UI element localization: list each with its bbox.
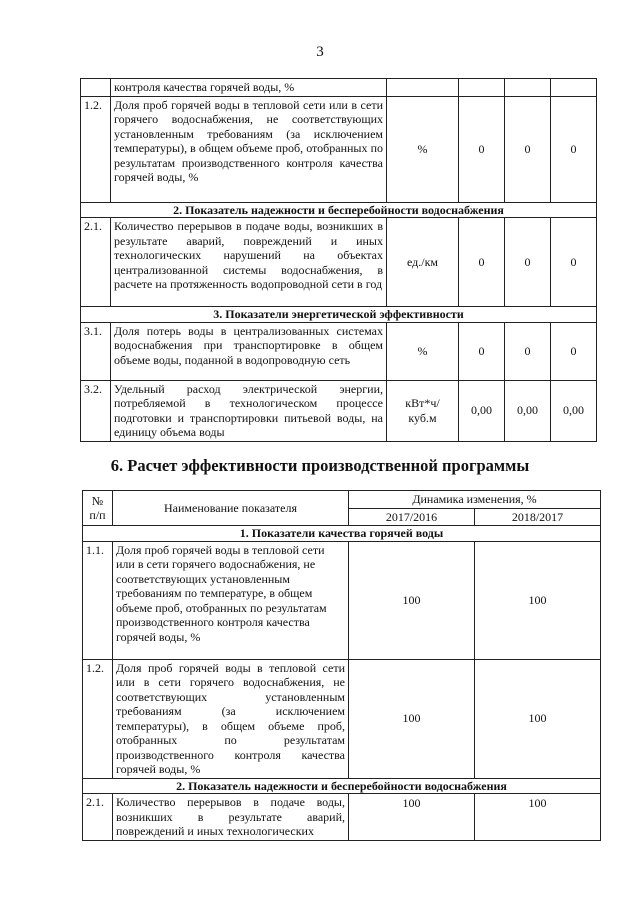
table-row — [83, 541, 601, 659]
number-column-header: № п/п — [83, 491, 113, 526]
unit-cell: % — [387, 96, 459, 202]
year-column-header: 2018/2017 — [475, 508, 601, 526]
value-cell: 0 — [505, 96, 551, 202]
row-number: 1.2. — [83, 659, 113, 778]
unit-cell: кВт*ч/ куб.м — [387, 380, 459, 441]
value-cell: 0 — [505, 218, 551, 307]
value-cell: 100 — [475, 794, 601, 841]
value-cell: 0 — [551, 96, 597, 202]
section-title: 2. Показатель надежности и бесперебойности водоснабжения — [83, 778, 601, 794]
row-number: 3.1. — [81, 322, 111, 380]
value-cell — [459, 79, 505, 97]
name-column-header: Наименование показателя — [113, 491, 349, 526]
section-title: 1. Показатели качества горячей воды — [83, 526, 601, 542]
value-cell: 0 — [459, 322, 505, 380]
indicator-name: Доля проб горячей воды в тепловой сети или в сети горячего водоснабжения, не соответствующих установленным требованиям по температуре, в общем объеме проб, отобранных по результатам производственного контроля качества горячей воды, % — [113, 541, 349, 659]
unit-cell — [387, 79, 459, 97]
table-row — [81, 380, 597, 441]
value-cell: 100 — [475, 659, 601, 778]
section-heading: 6. Расчет эффективности производственной программы — [110, 456, 530, 475]
value-cell: 100 — [349, 794, 475, 841]
value-cell: 100 — [349, 541, 475, 659]
value-cell: 0 — [505, 322, 551, 380]
section-title: 2. Показатель надежности и бесперебойности водоснабжения — [81, 202, 597, 218]
value-cell — [551, 79, 597, 97]
efficiency-table — [82, 490, 601, 841]
page-number: 3 — [316, 44, 324, 60]
section-title: 3. Показатели энергетической эффективности — [81, 307, 597, 323]
indicators-table — [80, 78, 597, 442]
section-header-row — [83, 526, 601, 542]
section-header-row — [81, 307, 597, 323]
section-header-row — [81, 202, 597, 218]
value-cell: 0 — [551, 322, 597, 380]
row-number: 1.2. — [81, 96, 111, 202]
row-number: 3.2. — [81, 380, 111, 441]
table-row — [81, 218, 597, 307]
table-row — [81, 79, 597, 97]
value-cell: 0,00 — [459, 380, 505, 441]
unit-cell: ед./км — [387, 218, 459, 307]
table-row — [83, 794, 601, 841]
indicator-name: Удельный расход электрической энергии, потребляемой в технологическом процессе подготовки и транспортировки питьевой воды, на единицу объема воды — [111, 380, 387, 441]
value-cell: 100 — [349, 659, 475, 778]
year-column-header: 2017/2016 — [349, 508, 475, 526]
value-cell: 0 — [551, 218, 597, 307]
table-row — [81, 96, 597, 202]
row-number: 1.1. — [83, 541, 113, 659]
indicator-name: контроля качества горячей воды, % — [111, 79, 387, 97]
row-number: 2.1. — [83, 794, 113, 841]
value-cell: 0 — [459, 96, 505, 202]
indicator-name: Количество перерывов в подаче воды, возникших в результате аварий, повреждений и иных технологических — [113, 794, 349, 841]
header-row — [83, 491, 601, 509]
indicator-name: Количество перерывов в подаче воды, возникших в результате аварий, повреждений и иных технологических нарушений на объектах централизованной системы водоснабжения, в расчете на протяженность водопроводной сети в год — [111, 218, 387, 307]
indicator-name: Доля потерь воды в централизованных системах водоснабжения при транспортировке в общем объеме воды, поданной в водопроводную сеть — [111, 322, 387, 380]
indicator-name: Доля проб горячей воды в тепловой сети или в сети горячего водоснабжения, не соответствующих установленным требованиям (за исключением температуры), в общем объеме проб, отобранных по результатам производственного контроля качества горячей воды, % — [113, 659, 349, 778]
value-cell — [505, 79, 551, 97]
dynamics-header: Динамика изменения, % — [349, 491, 601, 509]
value-cell: 100 — [475, 541, 601, 659]
value-cell: 0,00 — [505, 380, 551, 441]
row-number — [81, 79, 111, 97]
indicator-name: Доля проб горячей воды в тепловой сети или в сети горячего водоснабжения, не соответствующих установленным требованиям (за исключением температуры), в общем объеме проб, отобранных по результатам производственного контроля качества горячей воды, % — [111, 96, 387, 202]
unit-cell: % — [387, 322, 459, 380]
table-row — [83, 659, 601, 778]
row-number: 2.1. — [81, 218, 111, 307]
value-cell: 0 — [459, 218, 505, 307]
section-header-row — [83, 778, 601, 794]
table-row — [81, 322, 597, 380]
value-cell: 0,00 — [551, 380, 597, 441]
